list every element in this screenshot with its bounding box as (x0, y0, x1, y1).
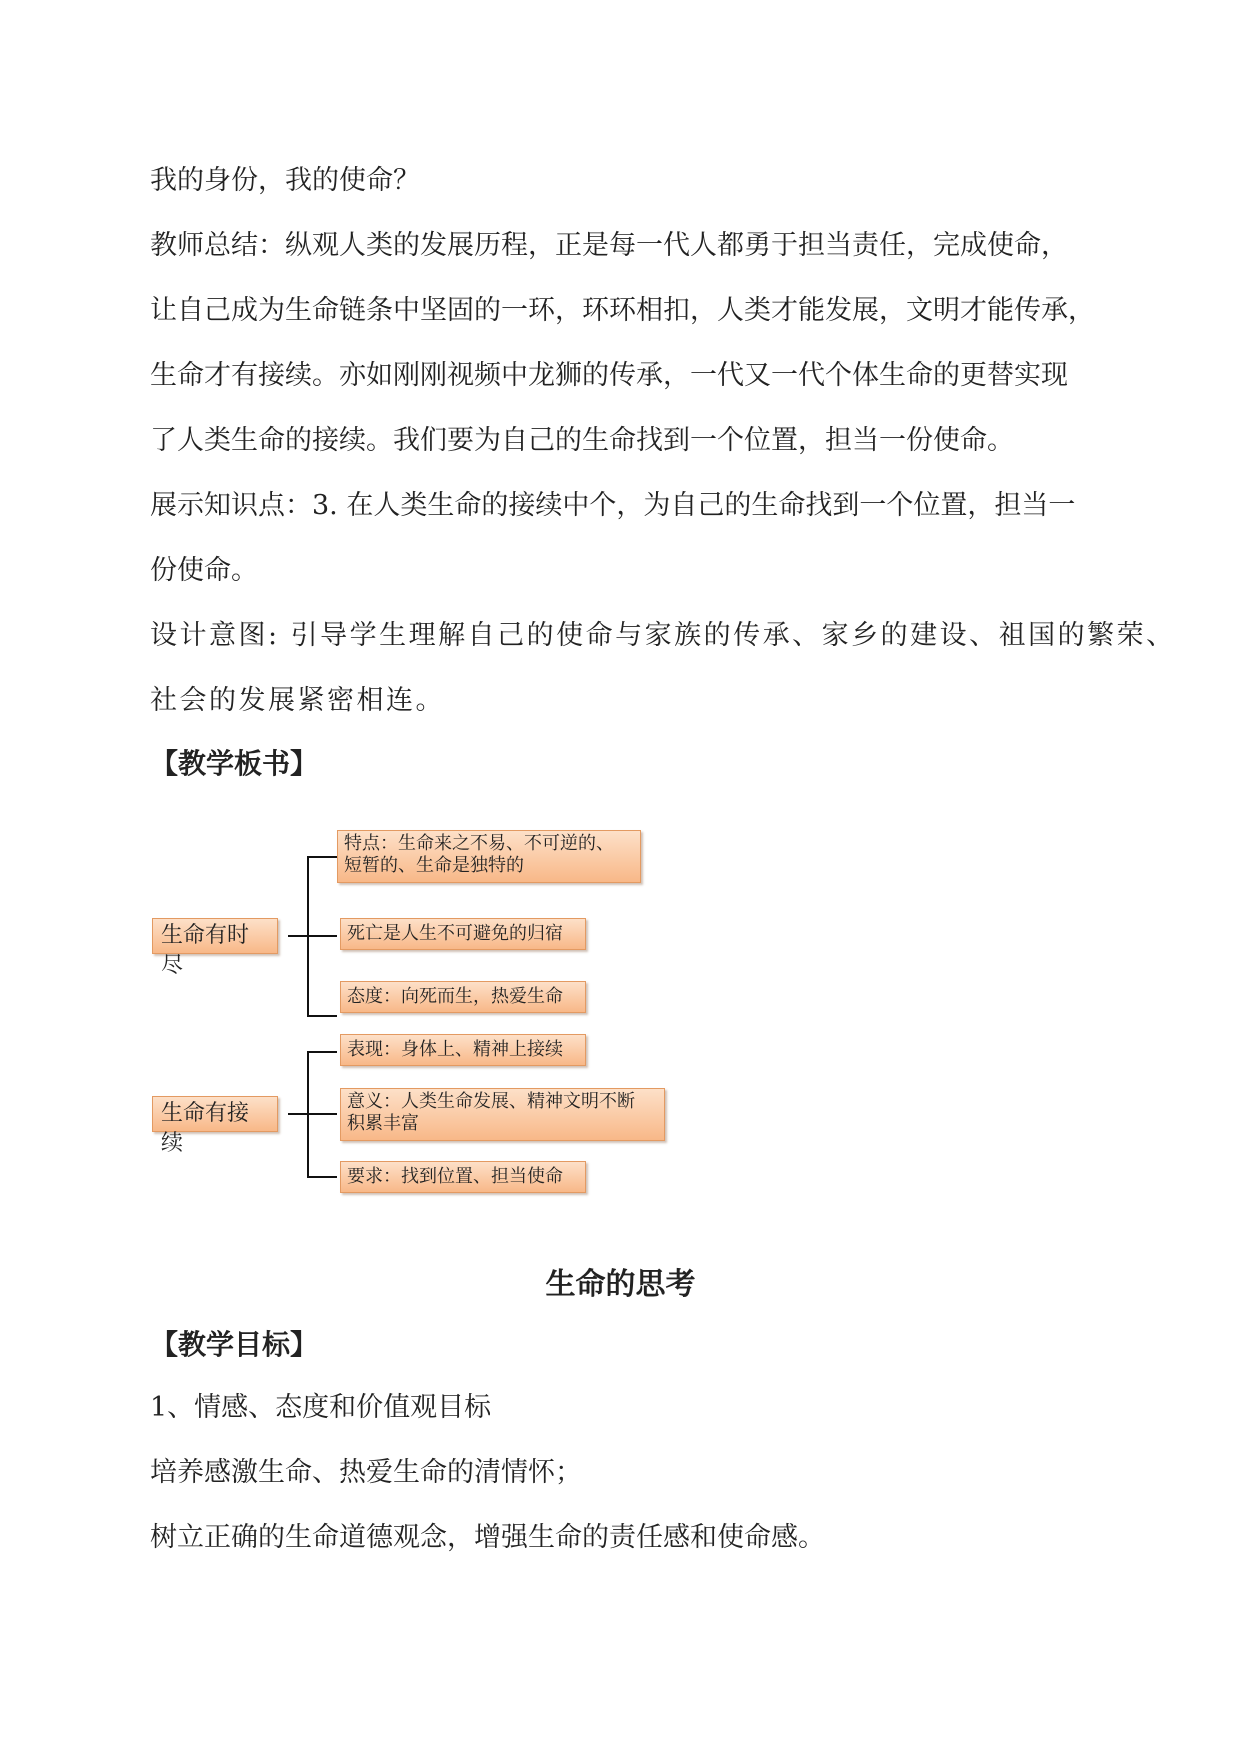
text-line: 树立正确的生命道德观念，增强生命的责任感和使命感。 (150, 1522, 825, 1553)
node-text: 意义：人类生命发展、精神文明不断 (347, 1091, 635, 1112)
text-line: 展示知识点：3. 在人类生命的接续中个，为自己的生命找到一个位置，担当一 (150, 490, 1076, 521)
node-text: 特点：生命来之不易、不可逆的、 (344, 833, 614, 854)
text-line: 教师总结：纵观人类的发展历程，正是每一代人都勇于担当责任，完成使命， (150, 230, 1068, 261)
mindmap-node (337, 830, 641, 883)
text-line: 1、情感、态度和价值观目标 (150, 1392, 492, 1423)
board-heading: 【教学板书】 (150, 747, 319, 780)
connector-line (288, 935, 308, 937)
mindmap-node: 要求：找到位置、担当使命 (340, 1161, 586, 1193)
section-title: 生命的思考 (545, 1267, 696, 1302)
goals-heading: 【教学目标】 (150, 1328, 319, 1361)
text-line: 了人类生命的接续。我们要为自己的生命找到一个位置，担当一份使命。 (150, 425, 1014, 456)
text-line: 培养感激生命、热爱生命的清情怀； (150, 1457, 582, 1488)
node-text: 短暂的、生命是独特的 (344, 855, 524, 876)
text-line: 设计意图: 引导学生理解自己的使命与家族的传承、家乡的建设、祖国的繁荣、 (150, 620, 1176, 651)
connector-line (307, 1051, 337, 1053)
text-line: 我的身份，我的使命？ (150, 165, 420, 196)
mindmap-root-1: 生命有时尽 (152, 918, 278, 954)
mindmap-node (340, 1088, 665, 1141)
connector-line (307, 935, 337, 937)
connector-line (307, 856, 337, 858)
text-line: 份使命。 (150, 555, 258, 586)
text-line: 社会的发展紧密相连。 (150, 685, 445, 716)
connector-line (288, 1113, 308, 1115)
text-line: 让自己成为生命链条中坚固的一环，环环相扣，人类才能发展，文明才能传承， (150, 295, 1095, 326)
mindmap-node: 态度：向死而生，热爱生命 (340, 981, 586, 1013)
text-line: 生命才有接续。亦如刚刚视频中龙狮的传承，一代又一代个体生命的更替实现 (150, 360, 1068, 391)
connector-line (307, 1113, 337, 1115)
node-text: 积累丰富 (347, 1113, 419, 1134)
mindmap-node: 表现：身体上、精神上接续 (340, 1034, 586, 1066)
connector-line (307, 1176, 337, 1178)
mindmap-node: 死亡是人生不可避免的归宿 (340, 918, 586, 950)
mindmap-root-2: 生命有接续 (152, 1096, 278, 1132)
connector-line (307, 1015, 337, 1017)
